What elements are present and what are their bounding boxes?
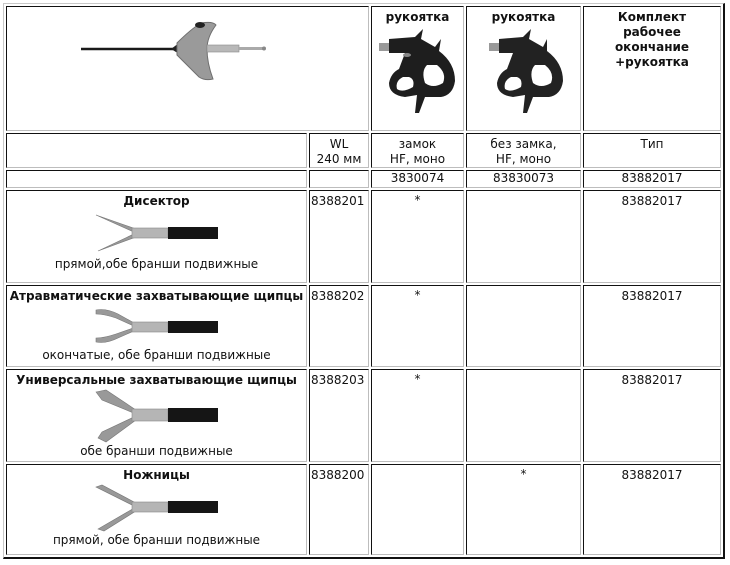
set-code: 83882017: [583, 369, 721, 462]
compatibility-star: [467, 286, 580, 288]
set-title-line-2: рабочее окончание: [614, 25, 690, 54]
compatibility-star: *: [520, 467, 527, 482]
instrument-name: Дисектор: [123, 193, 190, 208]
handle-nolock-mark: [466, 285, 581, 368]
handle-nolock-mark: [466, 369, 581, 462]
compatibility-star: [372, 465, 463, 467]
instrument-description: окончатые, обе бранши подвижные: [42, 347, 271, 362]
set-code: 83882017: [583, 190, 721, 283]
lock-spec-line-2: HF, моно: [389, 152, 446, 167]
set-code: 83882017: [583, 464, 721, 555]
instrument-image-cell: [6, 6, 369, 131]
instrument-name: Универсальные захватывающие щипцы: [16, 373, 297, 388]
lock-spec-line-1: замок: [398, 137, 437, 152]
instrument-code: 8388200: [309, 464, 369, 555]
instrument-catalog-table: [3, 3, 725, 559]
wl-value: 240 мм: [316, 152, 362, 167]
instrument-cell: [6, 369, 307, 462]
handle-lock-mark: [371, 464, 464, 555]
compatibility-star: [467, 191, 580, 193]
instrument-name: Атравматические захватывающие щипцы: [9, 288, 304, 303]
wl-label: WL: [329, 137, 349, 152]
table-row: [6, 369, 721, 462]
handle-nolock-mark: [466, 464, 581, 555]
handle-lock-mark: [371, 369, 464, 462]
handle-nolock-header: [466, 6, 581, 131]
handle-nolock-code: 83830073: [466, 170, 581, 187]
instrument-code: 8388202: [309, 285, 369, 368]
instrument-cell: [6, 285, 307, 368]
instrument-description: прямой, обе бранши подвижные: [52, 533, 261, 548]
handle-nolock-title: рукоятка: [491, 10, 556, 24]
subheader-row: [6, 133, 721, 168]
instrument-code: 8388203: [309, 369, 369, 462]
set-title-line-1: Комплект: [617, 10, 687, 24]
instrument-cell: [6, 190, 307, 283]
handle-without-lock-icon: [479, 25, 569, 117]
handle-lock-mark: [371, 190, 464, 283]
handle-lock-header: [371, 6, 464, 131]
compatibility-star: [467, 370, 580, 372]
handle-nolock-spec: [466, 133, 581, 168]
instrument-description: обе бранши подвижные: [80, 444, 233, 459]
codes-row: [6, 170, 721, 187]
empty-cell: [309, 170, 369, 187]
instrument-cell: [6, 464, 307, 555]
dissector-tip-icon: [92, 209, 222, 257]
set-code: 83882017: [583, 170, 721, 187]
handle-lock-mark: [371, 285, 464, 368]
instrument-code: 8388201: [309, 190, 369, 283]
compatibility-star: *: [414, 287, 421, 302]
handle-lock-title: рукоятка: [385, 10, 450, 24]
working-length-cell: [309, 133, 369, 168]
scissors-tip-icon: [92, 483, 222, 533]
table-row: [6, 464, 721, 555]
header-row: [6, 6, 721, 131]
nolock-spec-line-2: HF, моно: [495, 152, 552, 167]
table-row: [6, 285, 721, 368]
compatibility-star: *: [414, 192, 421, 207]
instrument-description: прямой,обе бранши подвижные: [54, 256, 259, 271]
table-row: [6, 190, 721, 283]
handle-lock-code: 3830074: [371, 170, 464, 187]
nolock-spec-line-1: без замка,: [490, 137, 557, 152]
set-code: 83882017: [583, 285, 721, 368]
set-title-line-3: +рукоятка: [615, 55, 689, 69]
empty-cell: [6, 170, 307, 187]
universal-grasper-tip-icon: [92, 388, 222, 444]
handle-nolock-mark: [466, 190, 581, 283]
empty-cell: [6, 133, 307, 168]
laparoscopic-instrument-icon: [73, 7, 303, 117]
set-header: [583, 6, 721, 131]
compatibility-star: *: [414, 372, 421, 387]
instrument-name: Ножницы: [123, 468, 190, 483]
handle-with-lock-icon: [375, 25, 461, 117]
handle-lock-spec: [371, 133, 464, 168]
type-label-cell: Тип: [583, 133, 721, 168]
atraumatic-grasper-tip-icon: [92, 304, 222, 348]
